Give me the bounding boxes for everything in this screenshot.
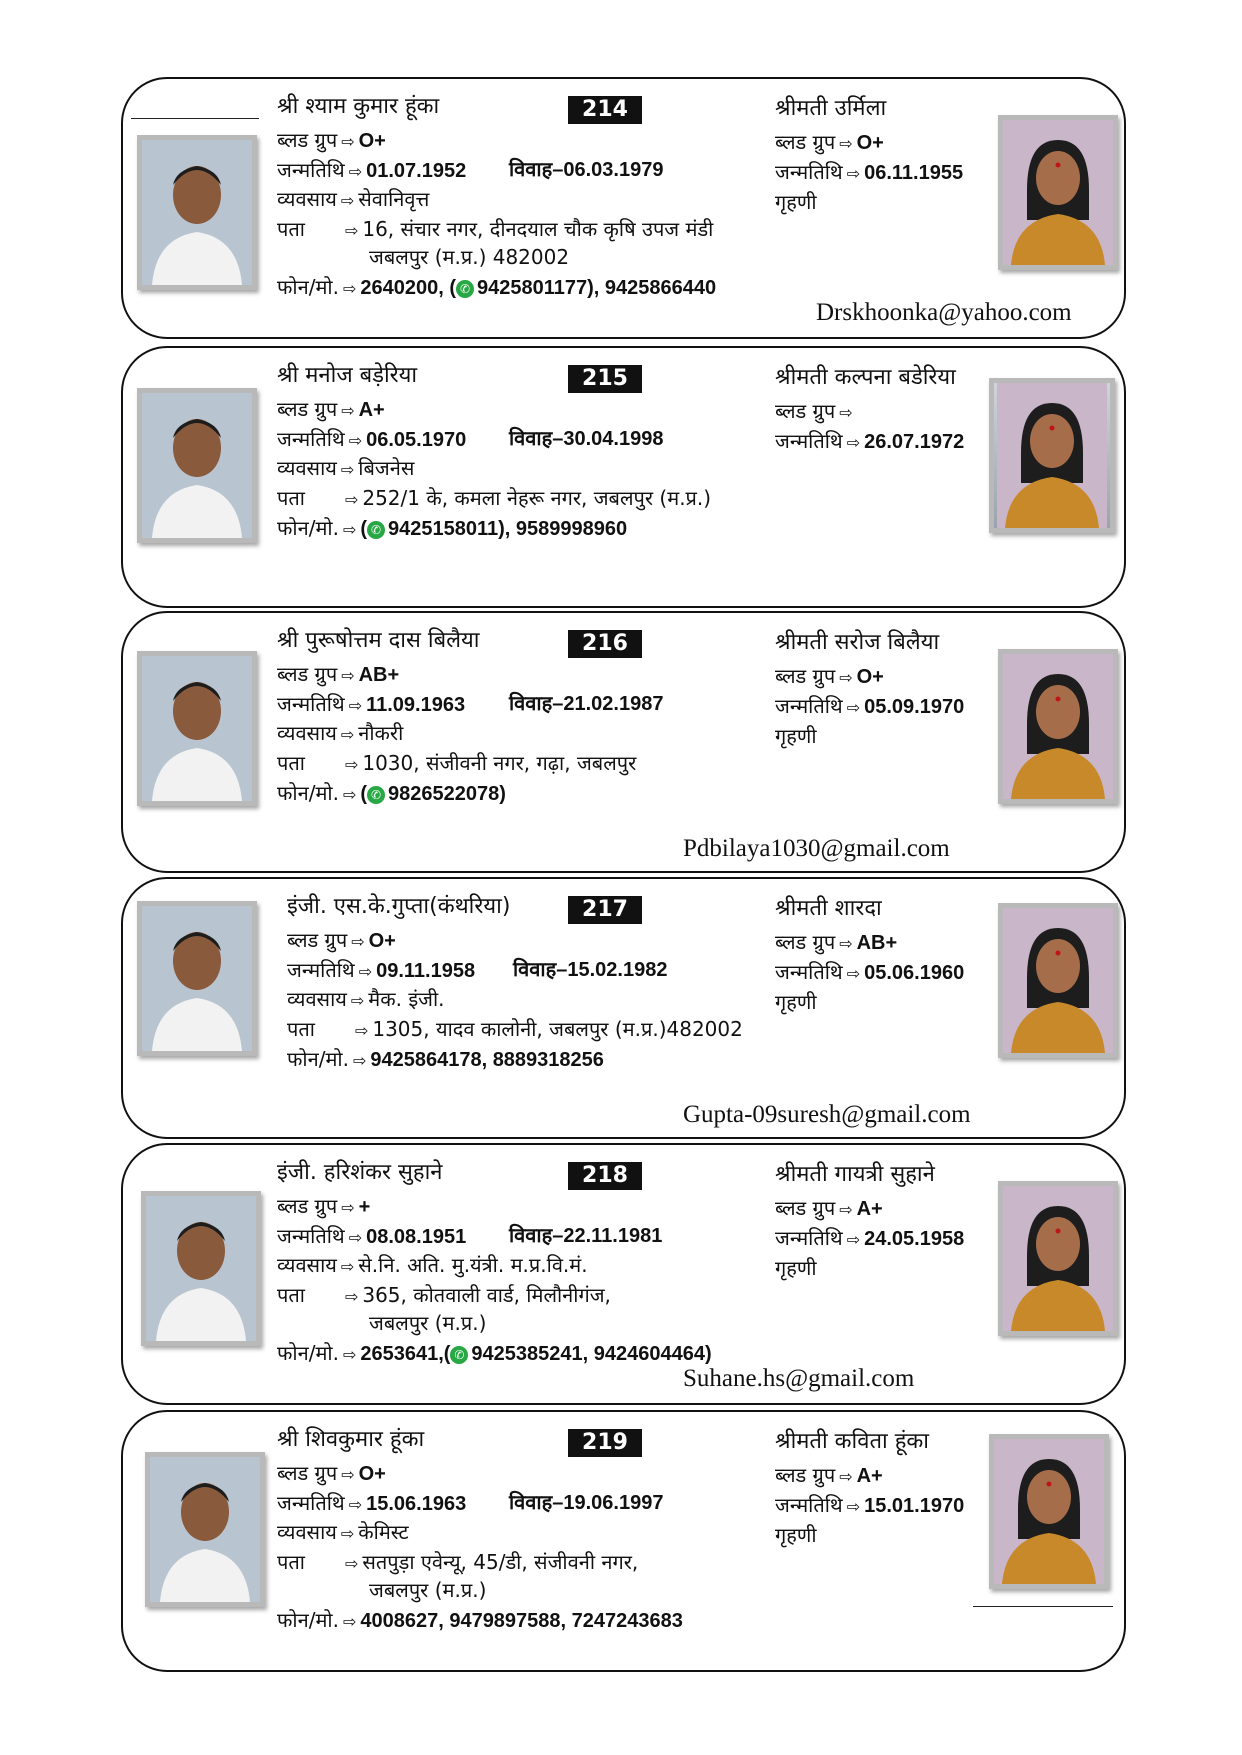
label: ब्लड ग्रुप [775,399,836,423]
dob: 11.09.1963 [366,694,466,716]
label: पता [277,1283,305,1307]
arrow-icon: ⇨ [342,279,357,298]
occupation-row [277,187,429,213]
arrow-icon: ⇨ [344,1554,359,1573]
label: व्यवसाय [277,721,337,745]
occupation: से.नि. अति. मु.यंत्री. म.प्र.वि.मं. [358,1253,588,1277]
husband-photo [145,1452,265,1607]
label: ब्लड ग्रुप [775,930,836,954]
blood-group-row [277,128,386,154]
wife-blood-row [775,930,897,956]
arrow-icon: ⇨ [348,1495,363,1514]
occupation-row [277,1253,588,1279]
occupation-row [277,721,403,747]
address-line-2: जबलपुर (म.प्र.) [369,1311,487,1335]
marriage-date: विवाह–06.03.1979 [509,159,664,181]
dob: 01.07.1952 [366,160,467,182]
blood-group: + [358,1196,371,1218]
label: ब्लड ग्रुप [277,397,338,421]
whatsapp-icon: ✆ [456,280,474,298]
blood-group: O+ [358,1463,386,1485]
blood-group-row [277,1194,370,1220]
wife-role: गृहणी [775,1523,817,1547]
label: पता [277,751,305,775]
entry-number: 216 [568,630,642,658]
label: फोन/मो. [287,1047,349,1071]
label: व्यवसाय [277,1520,337,1544]
label: ब्लड ग्रुप [775,664,836,688]
phone: 2653641,( [360,1343,451,1365]
blood-group-row [277,397,385,423]
wife-photo [998,115,1118,270]
wife-photo [998,903,1118,1058]
wife-name: श्रीमती कविता हूंका [775,1429,929,1454]
wife-dob-row [775,1493,964,1519]
husband-photo [141,1191,261,1346]
dob-row [277,1224,466,1250]
label: जन्मतिथि [775,1493,843,1517]
wife-dob-row [775,160,963,186]
phone-row [277,1608,683,1634]
label: ब्लड ग्रुप [277,1194,338,1218]
wife-blood-row [775,399,857,425]
husband-name: श्री शिवकुमार हूंका [277,1427,425,1452]
wife-blood-row [775,130,884,156]
husband-photo [137,901,257,1056]
occupation-row [287,987,445,1013]
arrow-icon: ⇨ [344,1287,359,1306]
blood-group-row [287,928,396,954]
label: ब्लड ग्रुप [277,662,338,686]
label: व्यवसाय [277,1253,337,1277]
label: ब्लड ग्रुप [287,928,348,952]
dob: 09.11.1958 [376,960,476,982]
email: Suhane.hs@gmail.com [683,1365,915,1392]
arrow-icon: ⇨ [352,1051,367,1070]
wife-role: गृहणी [775,1256,817,1280]
arrow-icon: ⇨ [846,433,861,452]
address-row [277,1283,611,1309]
phone-row [277,781,506,807]
dob: 06.05.1970 [366,429,467,451]
wife-name: श्रीमती गायत्री सुहाने [775,1162,935,1187]
blood-group: A+ [856,1465,883,1487]
phone-whatsapp: 9425801177), 9425866440 [476,277,717,299]
phone-whatsapp: 9826522078) [388,783,506,805]
dob-row [277,692,465,718]
label: जन्मतिथि [277,158,345,182]
arrow-icon: ⇨ [839,1200,853,1219]
arrow-icon: ⇨ [340,1257,355,1276]
address: 16, संचार नगर, दीनदयाल चौक कृषि उपज मंडी [362,217,714,241]
label: व्यवसाय [277,187,337,211]
entry-card-214 [121,77,1126,339]
whatsapp-icon: ✆ [367,521,385,539]
label: जन्मतिथि [775,960,843,984]
wife-dob-row [775,960,964,986]
wife-blood-row [775,1463,883,1489]
arrow-icon: ⇨ [839,668,853,687]
occupation: मैक. इंजी. [368,987,445,1011]
address-row [277,751,636,777]
dob: 06.11.1955 [864,162,964,184]
arrow-icon: ⇨ [348,696,363,715]
address-line-2: जबलपुर (म.प्र.) [369,1578,487,1602]
blood-group: AB+ [358,664,400,686]
dob: 26.07.1972 [864,431,965,453]
phone-whatsapp: 9425158011), 9589998960 [388,518,628,540]
arrow-icon: ⇨ [342,1345,357,1364]
arrow-icon: ⇨ [846,698,861,717]
blood-group: O+ [368,930,396,952]
husband-name: इंजी. हरिशंकर सुहाने [277,1160,443,1185]
label: फोन/मो. [277,1608,339,1632]
wife-photo [989,1434,1109,1589]
divider-line [973,1606,1113,1607]
arrow-icon: ⇨ [846,164,861,183]
label: ब्लड ग्रुप [775,1196,836,1220]
label: फोन/मो. [277,781,339,805]
husband-name: इंजी. एस.के.गुप्ता(कंथरिया) [287,894,511,919]
entry-card-218 [121,1143,1126,1405]
occupation-row [277,456,414,482]
arrow-icon: ⇨ [340,1524,355,1543]
label: पता [287,1017,315,1041]
arrow-icon: ⇨ [340,191,355,210]
arrow-icon: ⇨ [846,964,861,983]
arrow-icon: ⇨ [846,1230,861,1249]
address-row [287,1017,743,1043]
phone-whatsapp: 9425385241, 9424604464) [471,1343,712,1365]
phone-row [277,1341,712,1367]
address-row [277,486,711,512]
label: पता [277,486,305,510]
label: फोन/मो. [277,275,339,299]
arrow-icon: ⇨ [340,725,355,744]
wife-blood-row [775,1196,883,1222]
dob: 08.08.1951 [366,1226,467,1248]
arrow-icon: ⇨ [344,755,359,774]
label: जन्मतिथि [277,1491,345,1515]
arrow-icon: ⇨ [341,666,355,685]
blood-group: A+ [358,399,385,421]
arrow-icon: ⇨ [342,520,357,539]
wife-name: श्रीमती सरोज बिलैया [775,630,940,655]
arrow-icon: ⇨ [348,1228,363,1247]
phone: 4008627, 9479897588, 7247243683 [360,1610,683,1632]
label: व्यवसाय [277,456,337,480]
wife-blood-row [775,664,884,690]
address: सतपुड़ा एवेन्यू, 45/डी, संजीवनी नगर, [362,1550,639,1574]
occupation-row [277,1520,409,1546]
wife-role: गृहणी [775,724,817,748]
blood-group: O+ [358,130,386,152]
phone: 9425864178, 8889318256 [370,1049,604,1071]
arrow-icon: ⇨ [342,785,357,804]
address: 365, कोतवाली वार्ड, मिलौनीगंज, [362,1283,611,1307]
label: जन्मतिथि [775,429,843,453]
arrow-icon: ⇨ [839,134,853,153]
whatsapp-icon: ✆ [367,786,385,804]
wife-role: गृहणी [775,990,817,1014]
blood-group: O+ [856,132,884,154]
arrow-icon: ⇨ [350,991,365,1010]
label: फोन/मो. [277,1341,339,1365]
dob: 05.09.1970 [864,696,965,718]
arrow-icon: ⇨ [341,401,355,420]
dob-row [277,158,466,184]
arrow-icon: ⇨ [358,962,373,981]
phone-row [277,516,627,542]
label: जन्मतिथि [277,1224,345,1248]
phone-row [287,1047,604,1073]
arrow-icon: ⇨ [342,1612,357,1631]
address: 1030, संजीवनी नगर, गढ़ा, जबलपुर [362,751,637,775]
arrow-icon: ⇨ [351,932,365,951]
husband-name: श्री पुरूषोत्तम दास बिलैया [277,628,480,653]
address-row [277,1550,638,1576]
divider-line [131,118,259,119]
label: फोन/मो. [277,516,339,540]
arrow-icon: ⇨ [341,1465,355,1484]
label: जन्मतिथि [775,1226,843,1250]
occupation: नौकरी [358,721,404,745]
label: ब्लड ग्रुप [775,130,836,154]
marriage-date: विवाह–15.02.1982 [513,959,668,981]
wife-dob-row [775,429,964,455]
phone: ( [360,783,368,805]
wife-photo [989,378,1115,533]
wife-photo [998,1181,1118,1336]
marriage-date: विवाह–30.04.1998 [509,428,664,450]
label: ब्लड ग्रुप [277,1461,338,1485]
husband-photo [137,651,257,806]
address: 252/1 के, कमला नेहरू नगर, जबलपुर (म.प्र.) [362,486,712,510]
label: जन्मतिथि [287,958,355,982]
entry-number: 215 [568,365,642,393]
dob: 05.06.1960 [864,962,965,984]
phone-row [277,275,716,301]
blood-group: AB+ [856,932,898,954]
whatsapp-icon: ✆ [450,1346,468,1364]
dob: 24.05.1958 [864,1228,965,1250]
dob-row [277,427,466,453]
blood-group: O+ [856,666,884,688]
wife-photo [998,649,1118,804]
husband-name: श्री श्याम कुमार हूंका [277,94,440,119]
entry-number: 214 [568,96,642,124]
arrow-icon: ⇨ [341,132,355,151]
occupation: केमिस्ट [358,1520,409,1544]
wife-dob-row [775,1226,964,1252]
husband-photo [137,388,257,543]
phone: 2640200, ( [360,277,456,299]
arrow-icon: ⇨ [839,403,853,422]
entry-number: 219 [568,1429,642,1457]
dob-row [277,1491,466,1517]
arrow-icon: ⇨ [344,490,359,509]
label: जन्मतिथि [277,427,345,451]
dob: 15.01.1970 [864,1495,965,1517]
email: Drskhoonka@yahoo.com [816,299,1072,326]
wife-name: श्रीमती उर्मिला [775,96,887,121]
wife-dob-row [775,694,964,720]
address: 1305, यादव कालोनी, जबलपुर (म.प्र.)482002 [372,1017,743,1041]
label: जन्मतिथि [775,694,843,718]
husband-photo [137,135,257,290]
phone: ( [360,518,368,540]
entry-card-216 [121,611,1126,873]
entry-card-219 [121,1410,1126,1672]
address-line-2: जबलपुर (म.प्र.) 482002 [369,245,570,269]
label: व्यवसाय [287,987,347,1011]
email: Pdbilaya1030@gmail.com [683,835,950,862]
label: पता [277,217,305,241]
arrow-icon: ⇨ [348,162,363,181]
blood-group-row [277,662,399,688]
dob-row [287,958,475,984]
arrow-icon: ⇨ [839,934,853,953]
entry-card-215 [121,346,1126,608]
occupation: सेवानिवृत्त [358,187,430,211]
arrow-icon: ⇨ [344,221,359,240]
label: जन्मतिथि [277,692,345,716]
arrow-icon: ⇨ [354,1021,369,1040]
email: Gupta-09suresh@gmail.com [683,1101,971,1128]
occupation: बिजनेस [358,456,415,480]
entry-number: 217 [568,896,642,924]
arrow-icon: ⇨ [846,1497,861,1516]
marriage-date: विवाह–22.11.1981 [509,1225,663,1247]
husband-name: श्री मनोज बड़ेरिया [277,363,418,388]
arrow-icon: ⇨ [340,460,355,479]
label: जन्मतिथि [775,160,843,184]
wife-role: गृहणी [775,190,817,214]
wife-name: श्रीमती शारदा [775,896,882,921]
label: ब्लड ग्रुप [775,1463,836,1487]
marriage-date: विवाह–21.02.1987 [509,693,664,715]
marriage-date: विवाह–19.06.1997 [509,1492,664,1514]
entry-number: 218 [568,1162,642,1190]
label: ब्लड ग्रुप [277,128,338,152]
dob: 15.06.1963 [366,1493,467,1515]
arrow-icon: ⇨ [341,1198,355,1217]
entry-card-217 [121,877,1126,1139]
label: पता [277,1550,305,1574]
wife-name: श्रीमती कल्पना बडेरिया [775,365,956,390]
address-row [277,217,713,243]
arrow-icon: ⇨ [348,431,363,450]
blood-group-row [277,1461,386,1487]
blood-group: A+ [856,1198,883,1220]
arrow-icon: ⇨ [839,1467,853,1486]
